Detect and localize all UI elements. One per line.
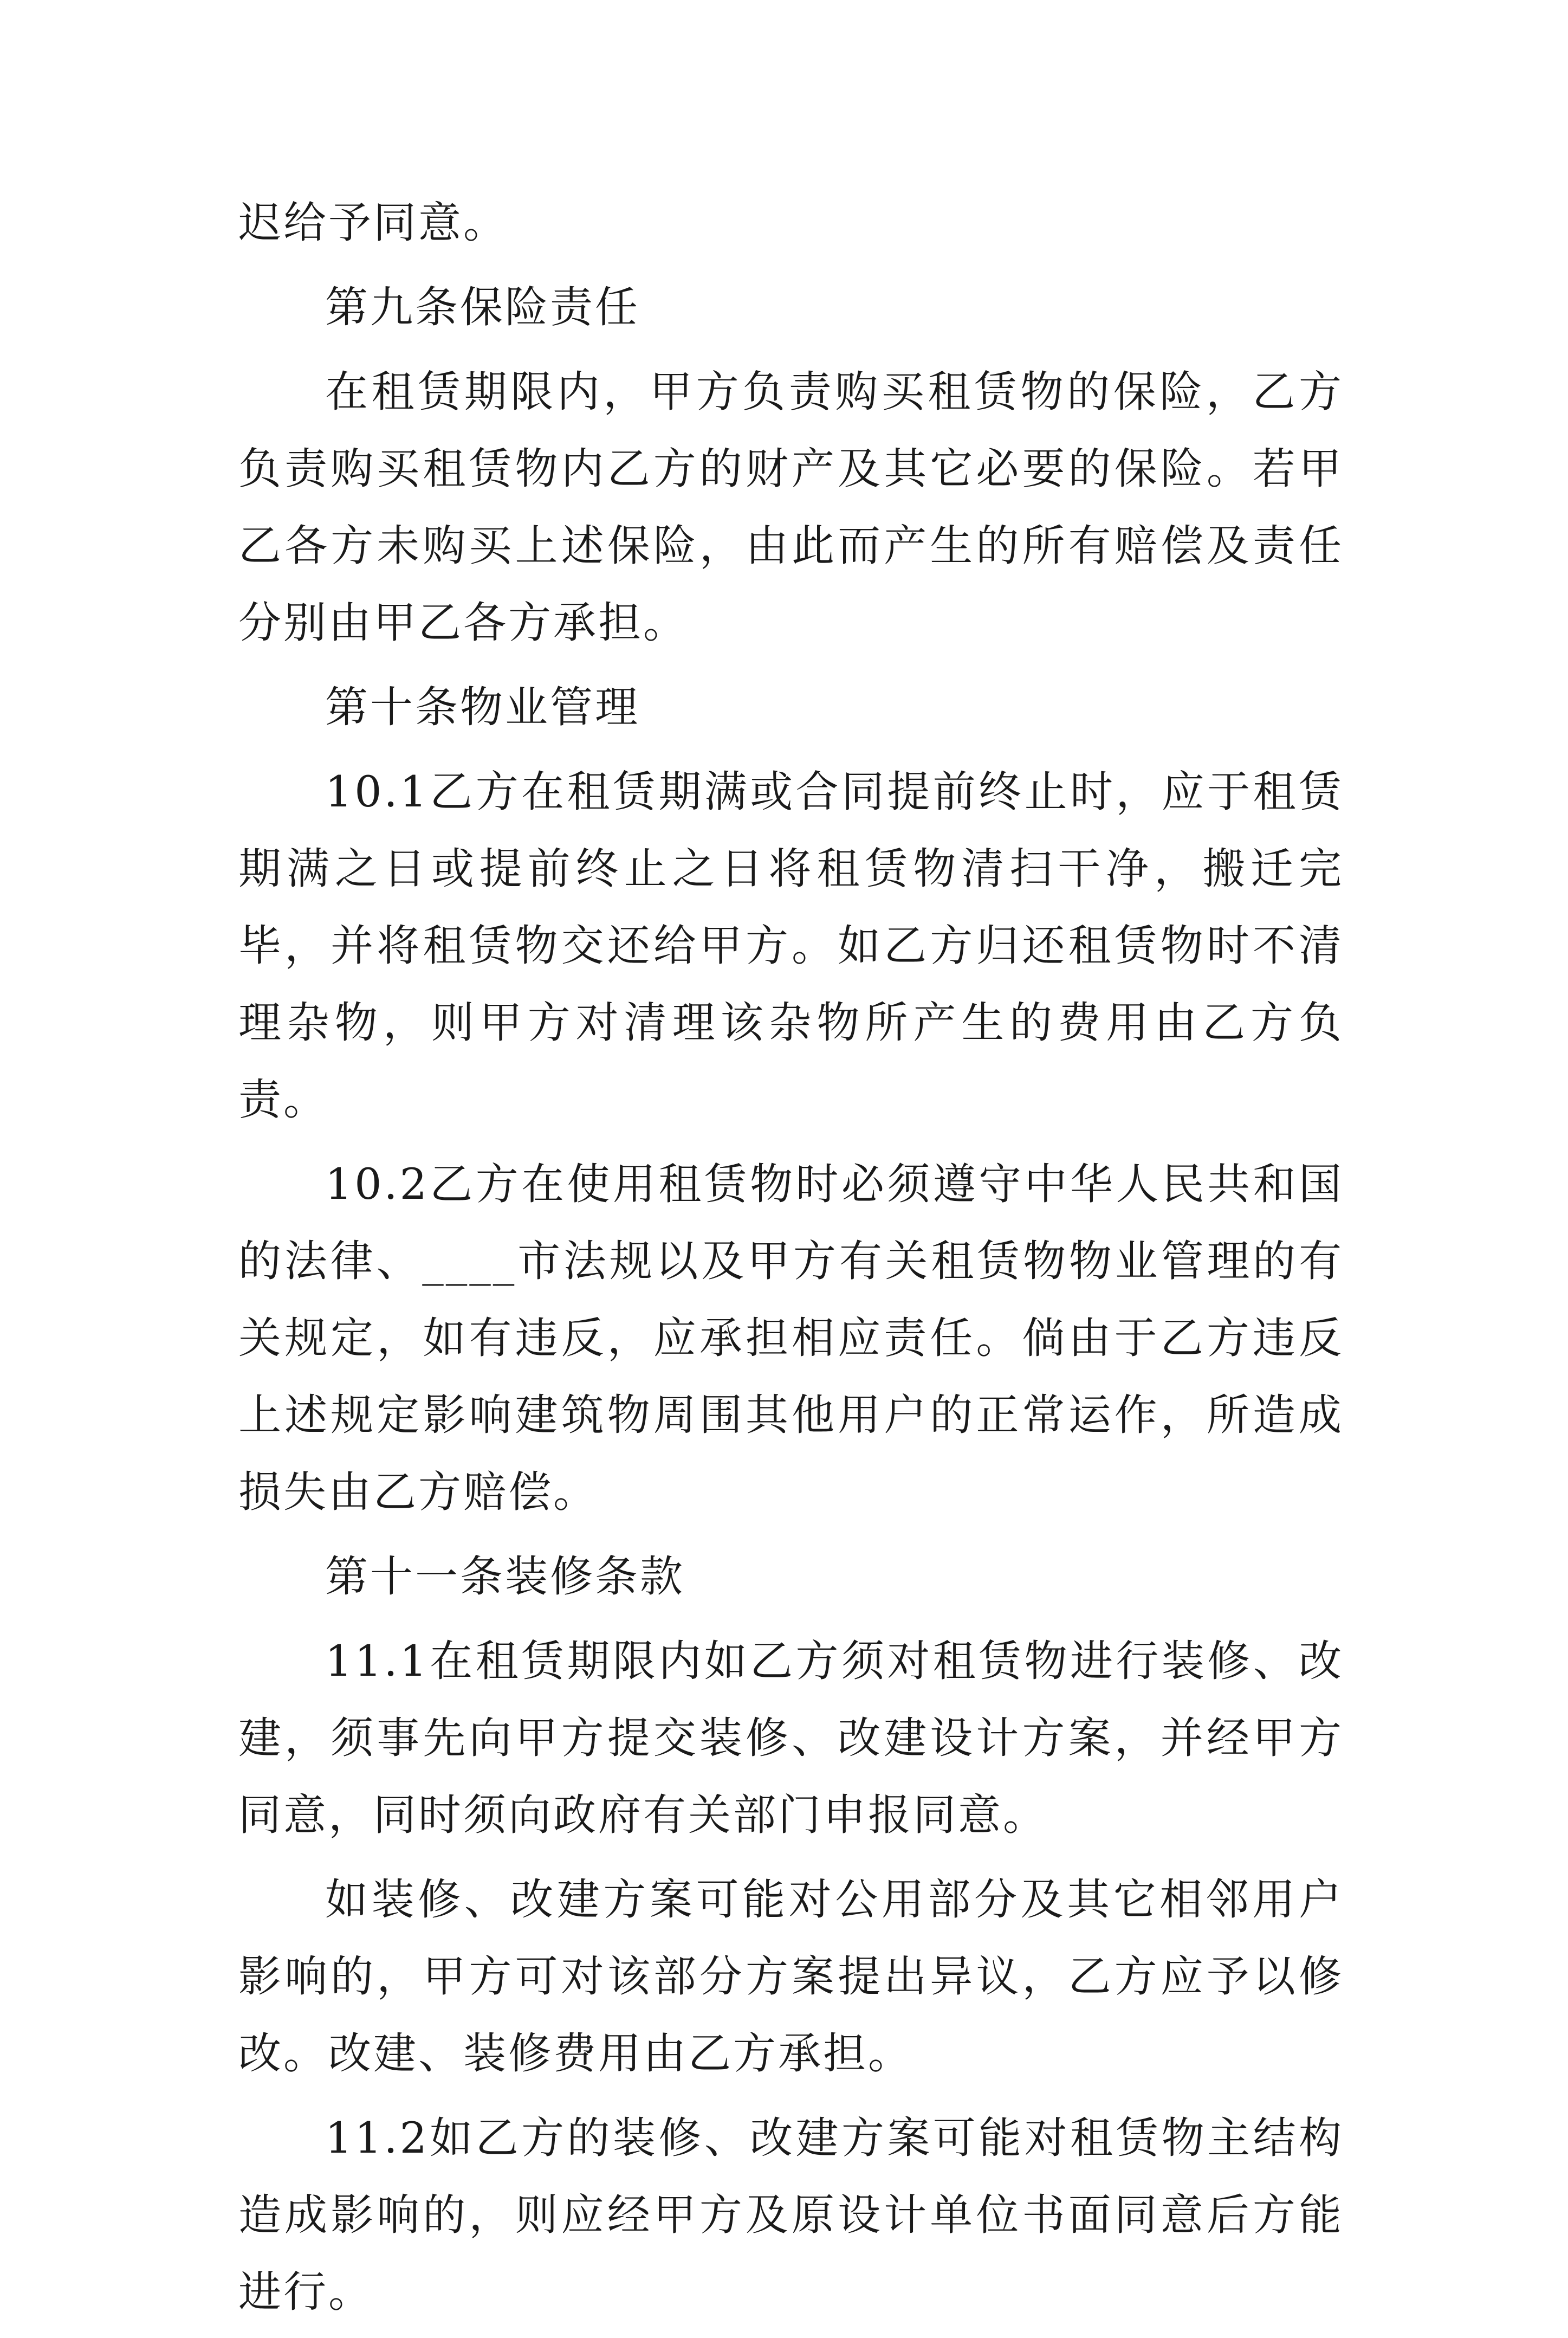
paragraph-10-1: 10.1乙方在租赁期满或合同提前终止时，应于租赁期满之日或提前终止之日将租赁物清扫干净，搬迁完毕，并将租赁物交还给甲方。如乙方归还租赁物时不清理杂物，则甲方对清理该杂物所产生的费用由乙方负责。 [238, 767, 1344, 1125]
section-heading-9: 第九条保险责任 [325, 282, 640, 332]
paragraph-11-1: 11.1在租赁期限内如乙方须对租赁物进行装修、改建，须事先向甲方提交装修、改建设计方案，并经甲方同意，同时须向政府有关部门申报同意。 [238, 1636, 1344, 1840]
section-heading-11: 第十一条装修条款 [325, 1552, 685, 1601]
paragraph-insurance: 在租赁期限内，甲方负责购买租赁物的保险，乙方负责购买租赁物内乙方的财产及其它必要的保险。若甲乙各方未购买上述保险，由此而产生的所有赔偿及责任分别由甲乙各方承担。 [238, 367, 1344, 648]
document-body [238, 184, 1344, 2338]
paragraph-continuation: 迟给予同意。 [238, 198, 508, 248]
section-heading-10: 第十条物业管理 [325, 682, 640, 732]
paragraph-11-2: 11.2如乙方的装修、改建方案可能对租赁物主结构造成影响的，则应经甲方及原设计单位书面同意后方能进行。 [238, 2113, 1344, 2317]
paragraph-10-2: 10.2乙方在使用租赁物时必须遵守中华人民共和国的法律、____市法规以及甲方有关租赁物物业管理的有关规定，如有违反，应承担相应责任。倘由于乙方违反上述规定影响建筑物周围其他用户的正常运作，所造成损失由乙方赔偿。 [238, 1159, 1344, 1517]
paragraph-11-1-cont: 如装修、改建方案可能对公用部分及其它相邻用户影响的，甲方可对该部分方案提出异议，乙方应予以修改。改建、装修费用由乙方承担。 [238, 1875, 1344, 2078]
